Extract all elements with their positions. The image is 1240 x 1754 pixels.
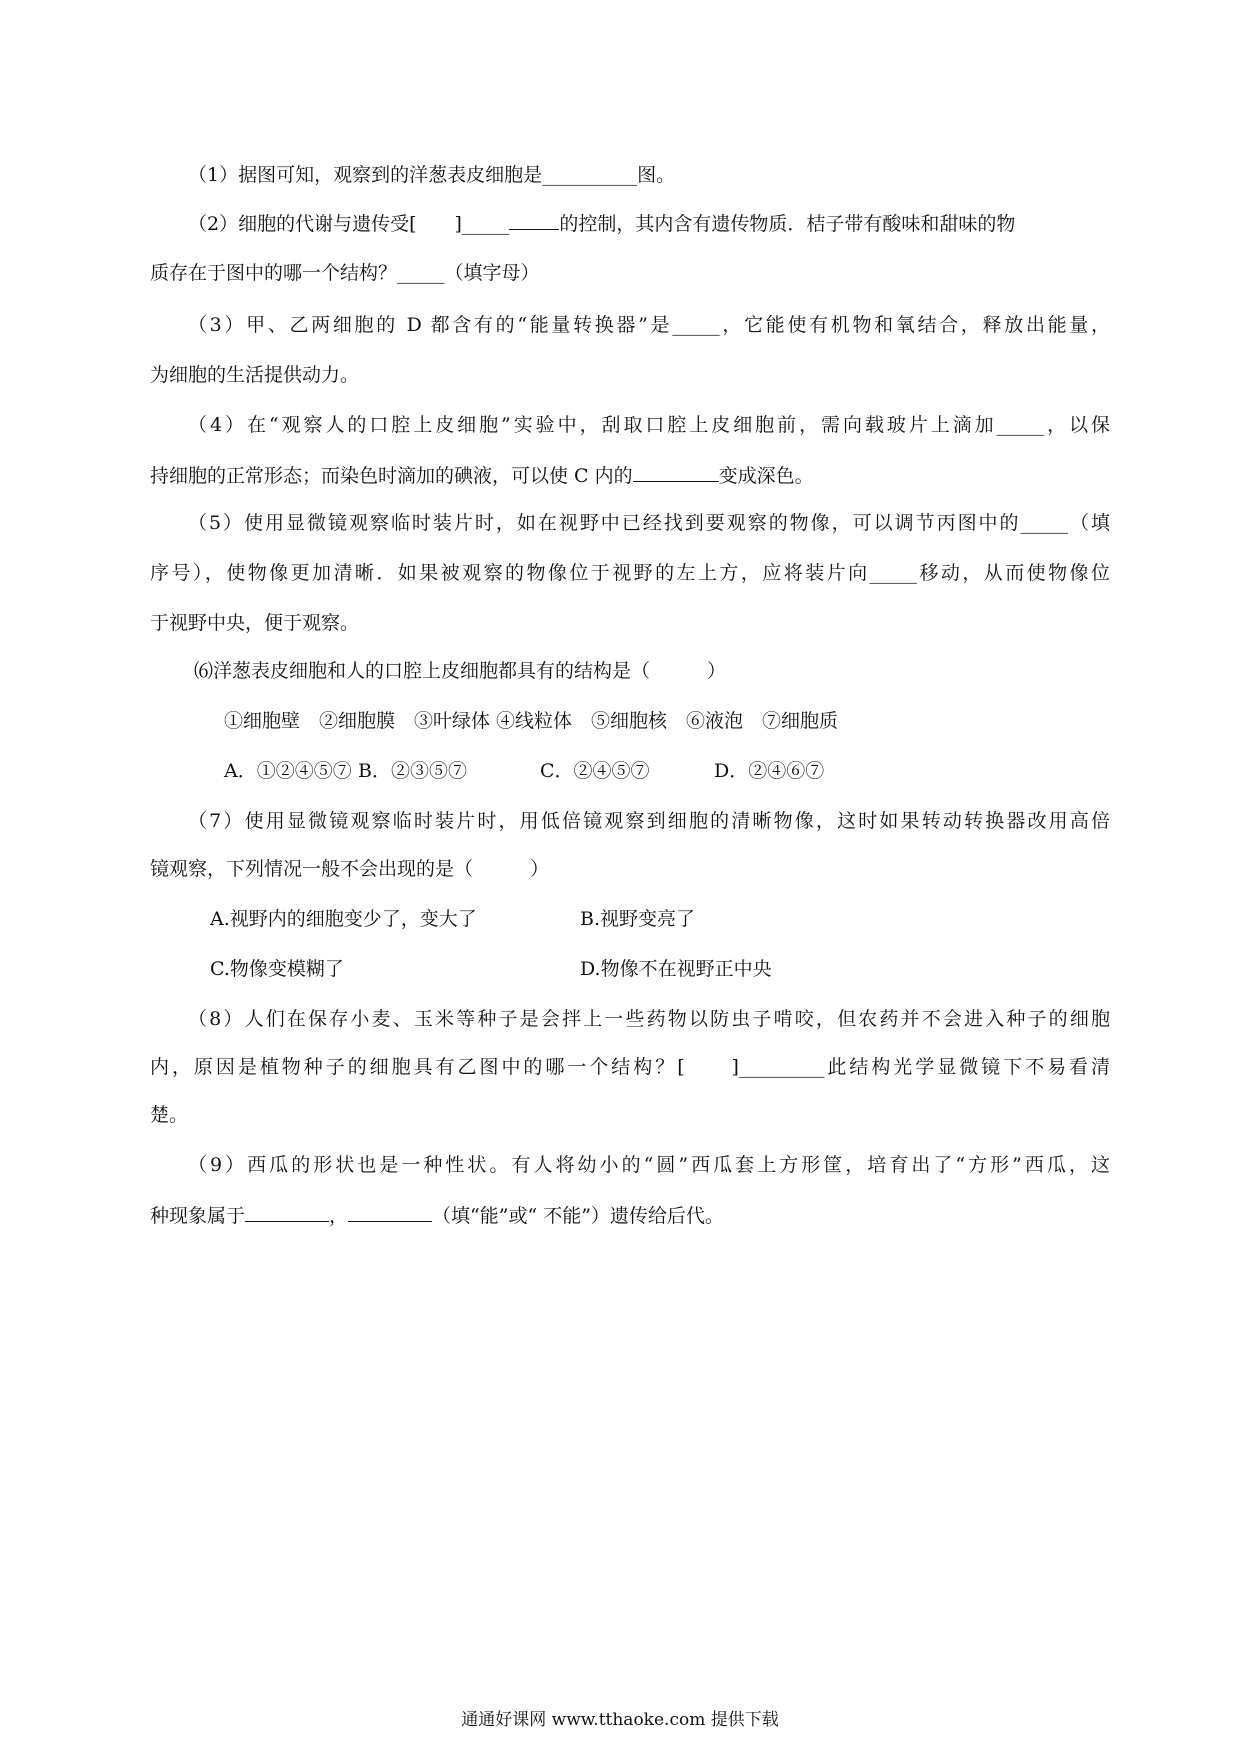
q3-line-2 — [150, 361, 1110, 389]
q7-option-b[interactable]: B.视野变亮了 — [580, 908, 696, 930]
q6-items-line — [224, 707, 1184, 735]
q9-line-1 — [188, 1151, 1110, 1179]
q2-text-b: 的控制，其内含有遗传物质．桔子带有酸味和甜味的物 — [559, 213, 1016, 235]
q1-line — [150, 161, 1110, 189]
q1-text: （1）据图可知，观察到的洋葱表皮细胞是__________图。 — [188, 164, 676, 186]
q2-answer-blank[interactable] — [509, 209, 559, 230]
q4-text-b: 持细胞的正常形态；而染色时滴加的碘液，可以使 C 内的 — [150, 465, 633, 487]
q4-answer-blank[interactable] — [633, 461, 719, 482]
q4-line-2 — [150, 461, 1110, 490]
q6-option-a[interactable]: A．①②④⑤⑦ — [224, 760, 352, 782]
q7-option-c[interactable]: C.物像变模糊了 — [210, 958, 344, 980]
q8-line-1 — [188, 1005, 1110, 1033]
q6-stem-line — [194, 657, 1154, 685]
q3-text-b: 为细胞的生活提供动力。 — [150, 364, 360, 386]
q8-line-3 — [150, 1101, 1110, 1129]
q5-text-b: 序号），使物像更加清晰．如果被观察的物像位于视野的左上方，应将装片向_____移动，从而使物像位 — [150, 562, 1110, 584]
q5-line-2 — [150, 559, 1110, 587]
q5-text-a: （5）使用显微镜观察临时装片时，如在视野中已经找到要观察的物像，可以调节丙图中的_____（填 — [188, 512, 1110, 534]
q7-text-a: （7）使用显微镜观察临时装片时，用低倍镜观察到细胞的清晰物像，这时如果转动转换器改用高倍 — [188, 810, 1110, 832]
q4-text-a: （4）在“观察人的口腔上皮细胞”实验中，刮取口腔上皮细胞前，需向载玻片上滴加_____，以保 — [188, 414, 1110, 436]
q2-line-2 — [150, 259, 1110, 287]
q6-option-b[interactable]: B．②③⑤⑦ — [358, 760, 467, 782]
q3-text-a: （3）甲、乙两细胞的 D 都含有的“能量转换器”是_____，它能使有机物和氧结合，释放出能量， — [188, 314, 1110, 336]
q4-line-1 — [188, 411, 1110, 439]
q2-text-a: （2）细胞的代谢与遗传受[ ]_____ — [188, 213, 510, 235]
q2-line-1 — [150, 209, 1110, 238]
q6-option-d[interactable]: D．②④⑥⑦ — [714, 760, 825, 782]
q8-text-c: 楚。 — [150, 1104, 189, 1126]
q5-text-c: 于视野中央，便于观察。 — [150, 612, 360, 634]
q7-option-a[interactable]: A.视野内的细胞变少了，变大了 — [210, 908, 477, 930]
q5-line-3 — [150, 609, 1110, 637]
q5-line-1 — [188, 509, 1110, 537]
page-footer — [0, 1708, 1240, 1732]
q7-line-1 — [188, 807, 1110, 835]
q9-text-d: （填“能”或“ 不能”）遗传给后代。 — [432, 1205, 724, 1227]
q7-line-2 — [150, 855, 1110, 883]
q9-text-c: ， — [329, 1205, 349, 1227]
footer-text: 通通好课网 www.tthaoke.com 提供下载 — [461, 1710, 779, 1730]
q8-line-2 — [150, 1053, 1110, 1081]
q9-answer-blank-1[interactable] — [245, 1201, 329, 1222]
q8-text-b: 内，原因是植物种子的细胞具有乙图中的哪一个结构？[ ]_________此结构光学显微镜下不易看清 — [150, 1056, 1110, 1078]
q6-option-c[interactable]: C．②④⑤⑦ — [540, 760, 650, 782]
q6-options-line — [224, 757, 1184, 785]
q7-option-d[interactable]: D.物像不在视野正中央 — [580, 958, 772, 980]
q6-items: ①细胞壁 ②细胞膜 ③叶绿体 ④线粒体 ⑤细胞核 ⑥液泡 ⑦细胞质 — [224, 710, 839, 732]
q4-text-c: 变成深色。 — [718, 465, 814, 487]
q2-text-c: 质存在于图中的哪一个结构？_____（填字母） — [150, 262, 540, 284]
q7-options-row-2 — [210, 955, 1170, 983]
q9-text-b: 种现象属于 — [150, 1205, 246, 1227]
q7-text-b: 镜观察，下列情况一般不会出现的是（ ） — [150, 858, 550, 880]
q8-text-a: （8）人们在保存小麦、玉米等种子是会拌上一些药物以防虫子啃咬，但农药并不会进入种子的细胞 — [188, 1008, 1110, 1030]
q6-stem: ⑹洋葱表皮细胞和人的口腔上皮细胞都具有的结构是（ ） — [194, 660, 727, 682]
q9-answer-blank-2[interactable] — [348, 1201, 432, 1222]
q3-line-1 — [188, 311, 1110, 339]
q7-options-row-1 — [210, 905, 1170, 933]
q9-text-a: （9）西瓜的形状也是一种性状。有人将幼小的“圆”西瓜套上方形筐，培育出了“方形”西瓜，这 — [188, 1154, 1110, 1176]
q9-line-2 — [150, 1201, 1110, 1230]
